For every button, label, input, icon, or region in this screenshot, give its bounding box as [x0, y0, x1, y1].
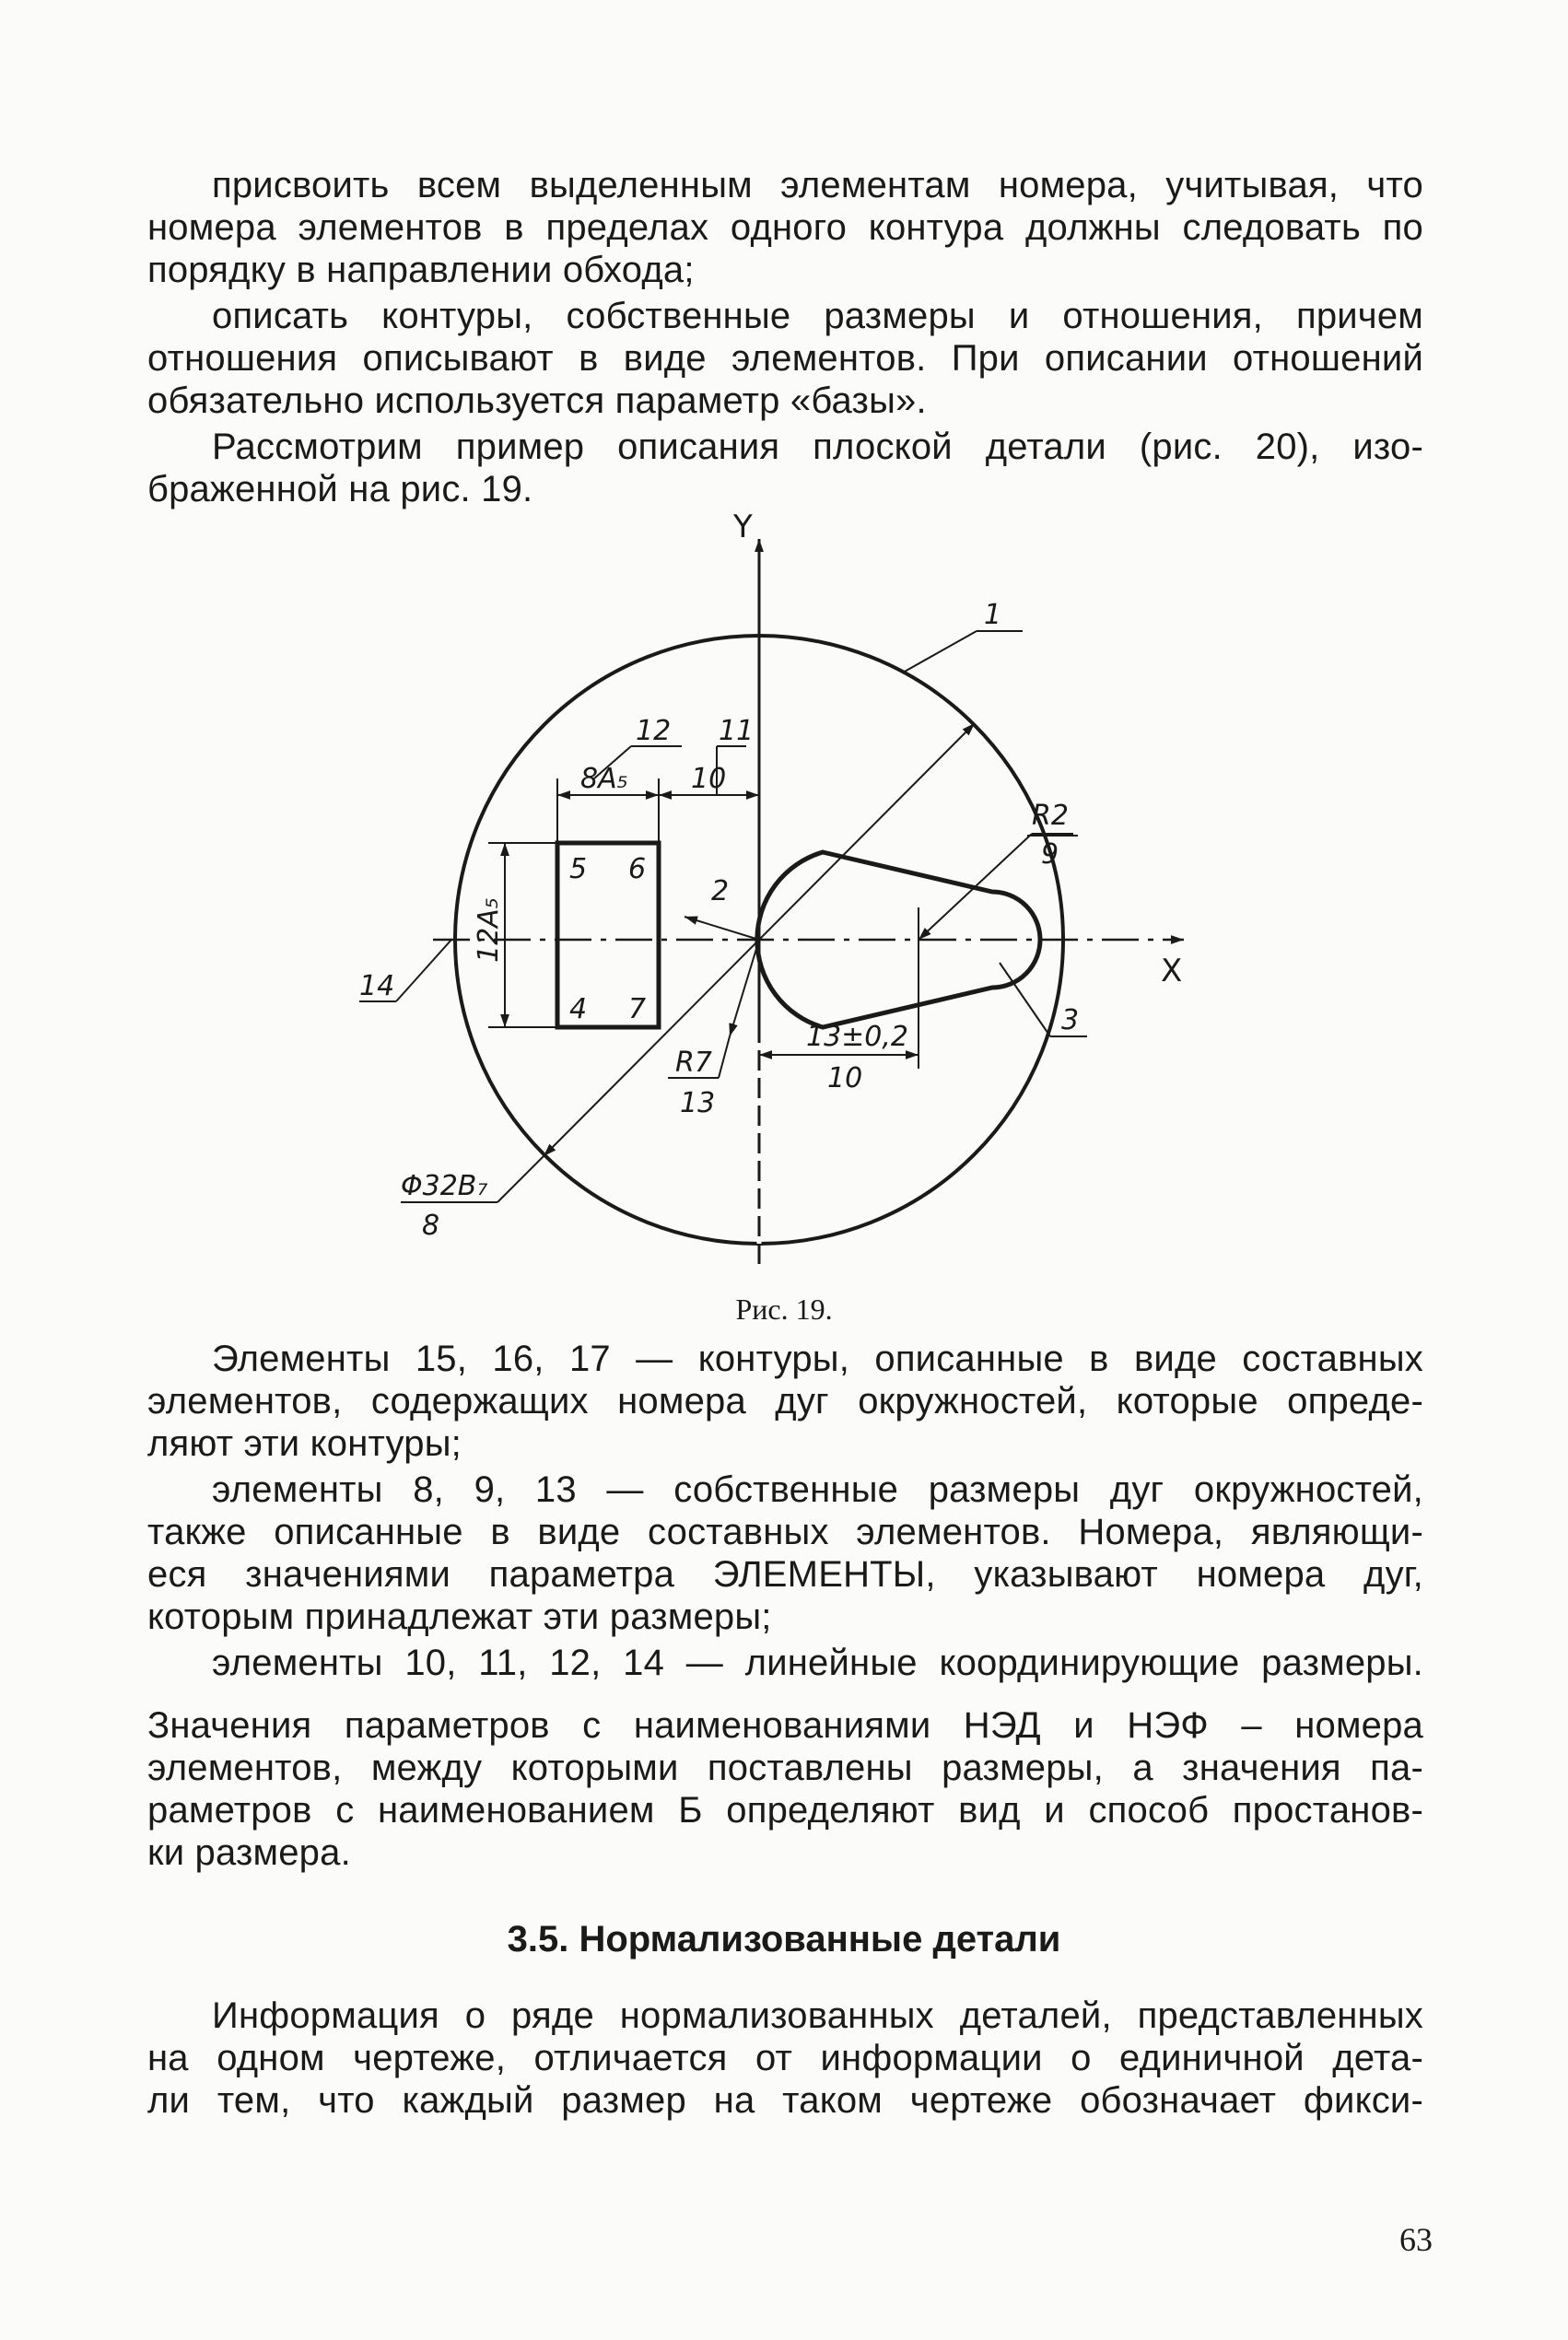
dim-label-r7: R7 — [675, 1047, 712, 1079]
text-line: еся значениями параметра ЭЛЕМЕНТЫ, указывают номера дуг, — [147, 1554, 1423, 1595]
rect-label-6: 6 — [628, 853, 647, 885]
dim-label-3: 3 — [1061, 1004, 1080, 1036]
dim-label-1: 1 — [984, 599, 1002, 631]
text-line: на одном чертеже, отличается от информации о единичной дета- — [147, 2038, 1423, 2078]
dim-label-9: 9 — [1041, 838, 1059, 871]
axis-y-label: Y — [733, 509, 753, 545]
dim-label-13: 13 — [680, 1087, 716, 1119]
text-line: ляют эти контуры; — [147, 1423, 462, 1464]
text-line: элементы 10, 11, 12, 14 — линейные координирующие размеры. — [212, 1643, 1423, 1683]
dim-label-12: 12 — [636, 715, 672, 747]
dim-label-8a5: 8A₅ — [580, 763, 628, 795]
page-number: 63 — [1399, 2221, 1433, 2258]
text-line: отношения описывают в виде элементов. При описании отношений — [147, 338, 1423, 379]
text-line: Элементы 15, 16, 17 — контуры, описанные в виде составных — [212, 1339, 1423, 1379]
dim-label-14: 14 — [359, 970, 395, 1002]
rect-label-4: 4 — [569, 993, 588, 1025]
text-line: элементов, между которыми поставлены размеры, а значения па- — [147, 1748, 1423, 1788]
rect-label-7: 7 — [628, 993, 647, 1025]
text-line: присвоить всем выделенным элементам номера, учитывая, что — [212, 165, 1423, 205]
text-line: номера элементов в пределах одного контура должны следовать по — [147, 207, 1423, 248]
rect-label-5: 5 — [569, 853, 588, 885]
figure-19-drawing — [313, 502, 1198, 1267]
text-line: элементов, содержащих номера дуг окружностей, которые опреде- — [147, 1381, 1423, 1422]
dim-label-12a5: 12A₅ — [473, 897, 505, 963]
dim-label-11: 11 — [719, 715, 755, 747]
text-line: также описанные в виде составных элементов. Номера, являющи- — [147, 1512, 1423, 1552]
figure-caption: Рис. 19. — [735, 1293, 833, 1326]
text-line: ки размера. — [147, 1832, 351, 1873]
text-line: элементы 8, 9, 13 — собственные размеры дуг окружностей, — [212, 1469, 1423, 1510]
dim-label-r2: R2 — [1032, 800, 1069, 832]
dim-label-10-top: 10 — [691, 763, 727, 795]
text-line: Рассмотрим пример описания плоской детали (рис. 20), изо- — [212, 427, 1423, 467]
dim-label-8: 8 — [422, 1210, 440, 1242]
section-heading: 3.5. Нормализованные детали — [507, 1919, 1061, 1960]
text-line: Информация о ряде нормализованных деталей, представленных — [212, 1995, 1423, 2036]
text-line: описать контуры, собственные размеры и отношения, причем — [212, 296, 1423, 336]
dim-label-10-bottom: 10 — [827, 1062, 863, 1094]
text-line: порядку в направлении обхода; — [147, 250, 695, 290]
dim-label-2: 2 — [711, 875, 730, 907]
text-line: раметров с наименованием Б определяют вид и способ простанов- — [147, 1790, 1423, 1831]
dim-label-phi32b7: Φ32B₇ — [401, 1170, 488, 1202]
axis-x-label: X — [1161, 953, 1183, 989]
text-line: которым принадлежат эти размеры; — [147, 1597, 772, 1637]
dim-label-13-tol: 13±0,2 — [806, 1021, 909, 1053]
text-line: ли тем, что каждый размер на таком чертеже обозначает фикси- — [147, 2080, 1423, 2121]
text-line: Значения параметров с наименованиями НЭД и НЭФ – номера — [147, 1705, 1423, 1746]
text-line: браженной на рис. 19. — [147, 469, 533, 509]
text-line: обязательно используется параметр «базы». — [147, 380, 927, 421]
